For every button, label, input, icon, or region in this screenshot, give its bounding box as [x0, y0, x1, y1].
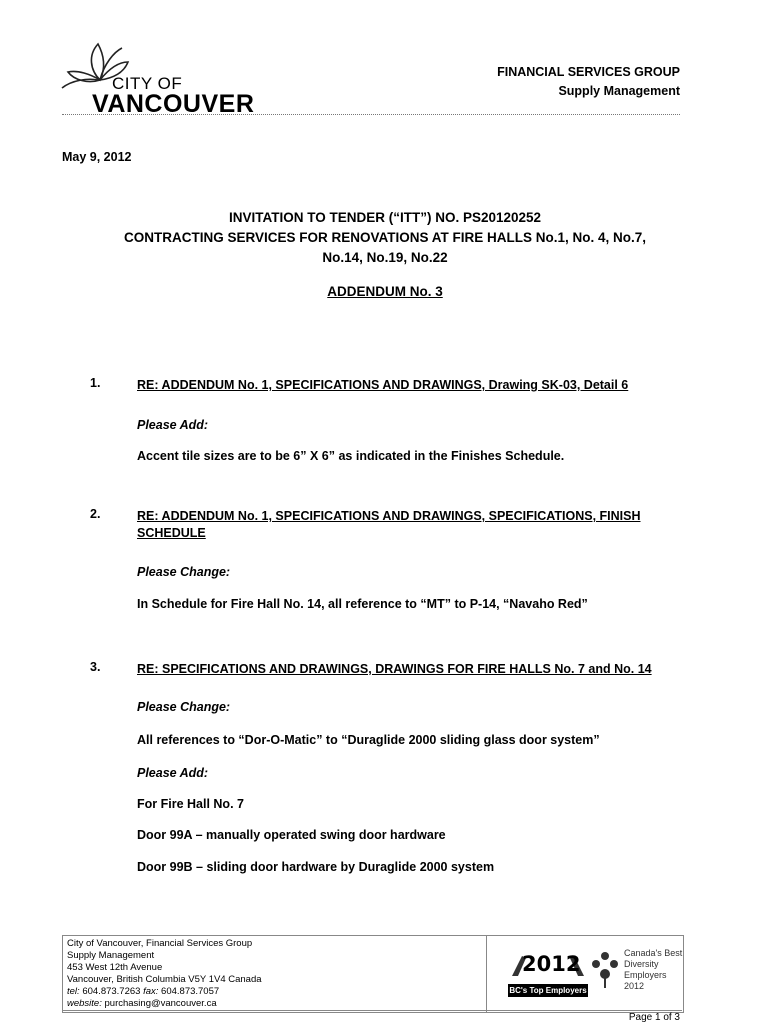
header-divider: [62, 114, 680, 115]
item-number: 2.: [90, 507, 101, 521]
web-label: website:: [67, 998, 102, 1009]
footer-phone-line: [67, 986, 482, 998]
tel-value: 604.873.7263: [82, 986, 141, 997]
addendum-number: ADDENDUM No. 3: [327, 284, 443, 299]
city-logo: [60, 40, 255, 118]
item-heading: RE: ADDENDUM No. 1, SPECIFICATIONS AND DRAWINGS, Drawing SK-03, Detail 6: [137, 378, 629, 392]
fax-label: fax:: [143, 986, 159, 997]
item-text: For Fire Hall No. 7: [137, 797, 244, 811]
item-text: Door 99B – sliding door hardware by Duraglide 2000 system: [137, 860, 495, 874]
tel-label: tel:: [67, 986, 80, 997]
footer-line: 453 West 12th Avenue: [67, 962, 163, 973]
department-name: Supply Management: [558, 84, 680, 98]
maple-leaf-icon: [590, 950, 620, 990]
title-line-1: INVITATION TO TENDER (“ITT”) NO. PS20120252: [228, 210, 542, 225]
item-text: All references to “Dor-O-Matic” to “Duraglide 2000 sliding glass door system”: [137, 733, 600, 747]
bc-top-employers-logo: [508, 946, 588, 1002]
fax-value: 604.873.7057: [161, 986, 220, 997]
title-line-3: No.14, No.19, No.22: [322, 250, 448, 265]
group-name: FINANCIAL SERVICES GROUP: [497, 65, 680, 79]
footer-box: [62, 935, 684, 1013]
footer-address: [63, 936, 487, 1012]
item-number: 1.: [90, 376, 101, 390]
document-title: [60, 208, 710, 268]
item-action: Please Add:: [137, 766, 209, 780]
item-heading-cont: SCHEDULE: [137, 526, 206, 540]
item-heading: RE: SPECIFICATIONS AND DRAWINGS, DRAWINGS FOR FIRE HALLS No. 7 and No. 14: [137, 662, 652, 676]
item-action: Please Add:: [137, 418, 209, 432]
award-name: BC's Top Employers: [509, 986, 587, 995]
footer-line: Supply Management: [67, 950, 155, 961]
item-action: Please Change:: [137, 700, 231, 714]
item-text: In Schedule for Fire Hall No. 14, all reference to “MT” to P-14, “Navaho Red”: [137, 597, 588, 611]
item-number: 3.: [90, 660, 101, 674]
item-action: Please Change:: [137, 565, 231, 579]
footer-web-line: [67, 998, 482, 1010]
header-department: [497, 63, 680, 101]
title-line-2: CONTRACTING SERVICES FOR RENOVATIONS AT FIRE HALLS No.1, No. 4, No.7,: [123, 230, 647, 245]
logo-vancouver-text: VANCOUVER: [92, 90, 255, 118]
diversity-line: Diversity: [624, 959, 659, 969]
footer-line: Vancouver, British Columbia V5Y 1V4 Canada: [67, 974, 262, 985]
footer-line: City of Vancouver, Financial Services Group: [67, 938, 253, 949]
award-logos: [488, 936, 683, 1012]
item-text: Accent tile sizes are to be 6” X 6” as indicated in the Finishes Schedule.: [137, 449, 565, 463]
logo-city-text: CITY OF: [112, 74, 183, 93]
award-year: 2012: [522, 952, 581, 976]
diversity-line: Employers 2012: [624, 970, 667, 991]
page-footer-rule: [62, 1010, 682, 1011]
diversity-award-text: [624, 948, 683, 992]
diversity-line: Canada's Best: [624, 948, 683, 958]
item-heading: RE: ADDENDUM No. 1, SPECIFICATIONS AND DRAWINGS, SPECIFICATIONS, FINISH: [137, 509, 641, 523]
page-number: Page 1 of 3: [628, 1012, 680, 1023]
item-text: Door 99A – manually operated swing door hardware: [137, 828, 446, 842]
web-value: purchasing@vancouver.ca: [104, 998, 217, 1009]
letter-date: May 9, 2012: [62, 150, 132, 164]
